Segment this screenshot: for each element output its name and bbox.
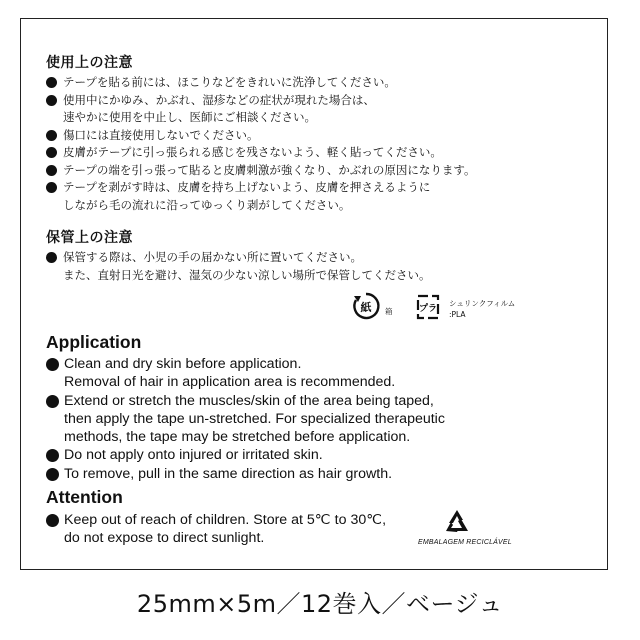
bullet-icon — [46, 95, 57, 106]
plastic-recycle-mark-icon — [412, 291, 444, 323]
application-item: Clean and dry skin before application. Removal of hair in application area is recommended. — [46, 355, 445, 392]
bullet-icon — [46, 468, 59, 481]
usage-item: 使用中にかゆみ、かぶれ、湿疹などの症状が現れた場合は、 速やかに使用を中止し、医師にご相談ください。 — [46, 92, 476, 127]
plastic-mark-label-1: シュリンクフィルム — [449, 299, 516, 308]
storage-item: 保管する際は、小児の手の届かない所に置いてください。 また、直射日光を避け、湿気の少ない涼しい場所で保管してください。 — [46, 249, 431, 284]
plastic-mark-label-2: :PLA — [449, 310, 466, 319]
usage-list — [46, 74, 476, 214]
attention-title: Attention — [46, 487, 123, 507]
usage-item: テープを剥がす時は、皮膚を持ち上げないよう、皮膚を押さえるように しながら毛の流れに沿ってゆっくり剥がしてください。 — [46, 179, 476, 214]
bullet-icon — [46, 449, 59, 462]
usage-item: テープの端を引っ張って貼ると皮膚刺激が強くなり、かぶれの原因になります。 — [46, 162, 476, 180]
storage-title: 保管上の注意 — [46, 230, 133, 246]
recycle-label: EMBALAGEM RECICLÁVEL — [418, 539, 512, 546]
paper-recycle-mark-icon — [351, 291, 381, 323]
recycle-icon — [441, 507, 473, 537]
bullet-icon — [46, 514, 59, 527]
bullet-icon — [46, 182, 57, 193]
application-item: To remove, pull in the same direction as hair growth. — [46, 465, 445, 483]
attention-item: Keep out of reach of children. Store at 5℃ to 30℃, do not expose to direct sunlight. — [46, 511, 386, 548]
plastic-symbol: プラ — [418, 304, 438, 314]
instructions-panel — [20, 18, 608, 570]
application-title: Application — [46, 332, 142, 352]
attention-list — [46, 511, 386, 548]
usage-item: 皮膚がテープに引っ張られる感じを残さないよう、軽く貼ってください。 — [46, 144, 476, 162]
paper-symbol: 紙 — [360, 301, 372, 314]
bullet-icon — [46, 147, 57, 158]
bullet-icon — [46, 358, 59, 371]
application-item: Extend or stretch the muscles/skin of the area being taped, then apply the tape un-stretched. For specialized therapeutic methods, the tape may be stretched before application. — [46, 392, 445, 447]
usage-item: 傷口には直接使用しないでください。 — [46, 127, 476, 145]
usage-item: テープを貼る前には、ほこりなどをきれいに洗浄してください。 — [46, 74, 476, 92]
bullet-icon — [46, 77, 57, 88]
product-spec: 25mm×5m／12巻入／ベージュ — [136, 590, 504, 618]
bullet-icon — [46, 130, 57, 141]
application-item: Do not apply onto injured or irritated skin. — [46, 446, 445, 464]
paper-mark-label: 箱 — [385, 307, 393, 316]
bullet-icon — [46, 252, 57, 263]
usage-title: 使用上の注意 — [46, 55, 133, 71]
storage-list — [46, 249, 431, 284]
bullet-icon — [46, 395, 59, 408]
bullet-icon — [46, 165, 57, 176]
application-list — [46, 355, 445, 483]
